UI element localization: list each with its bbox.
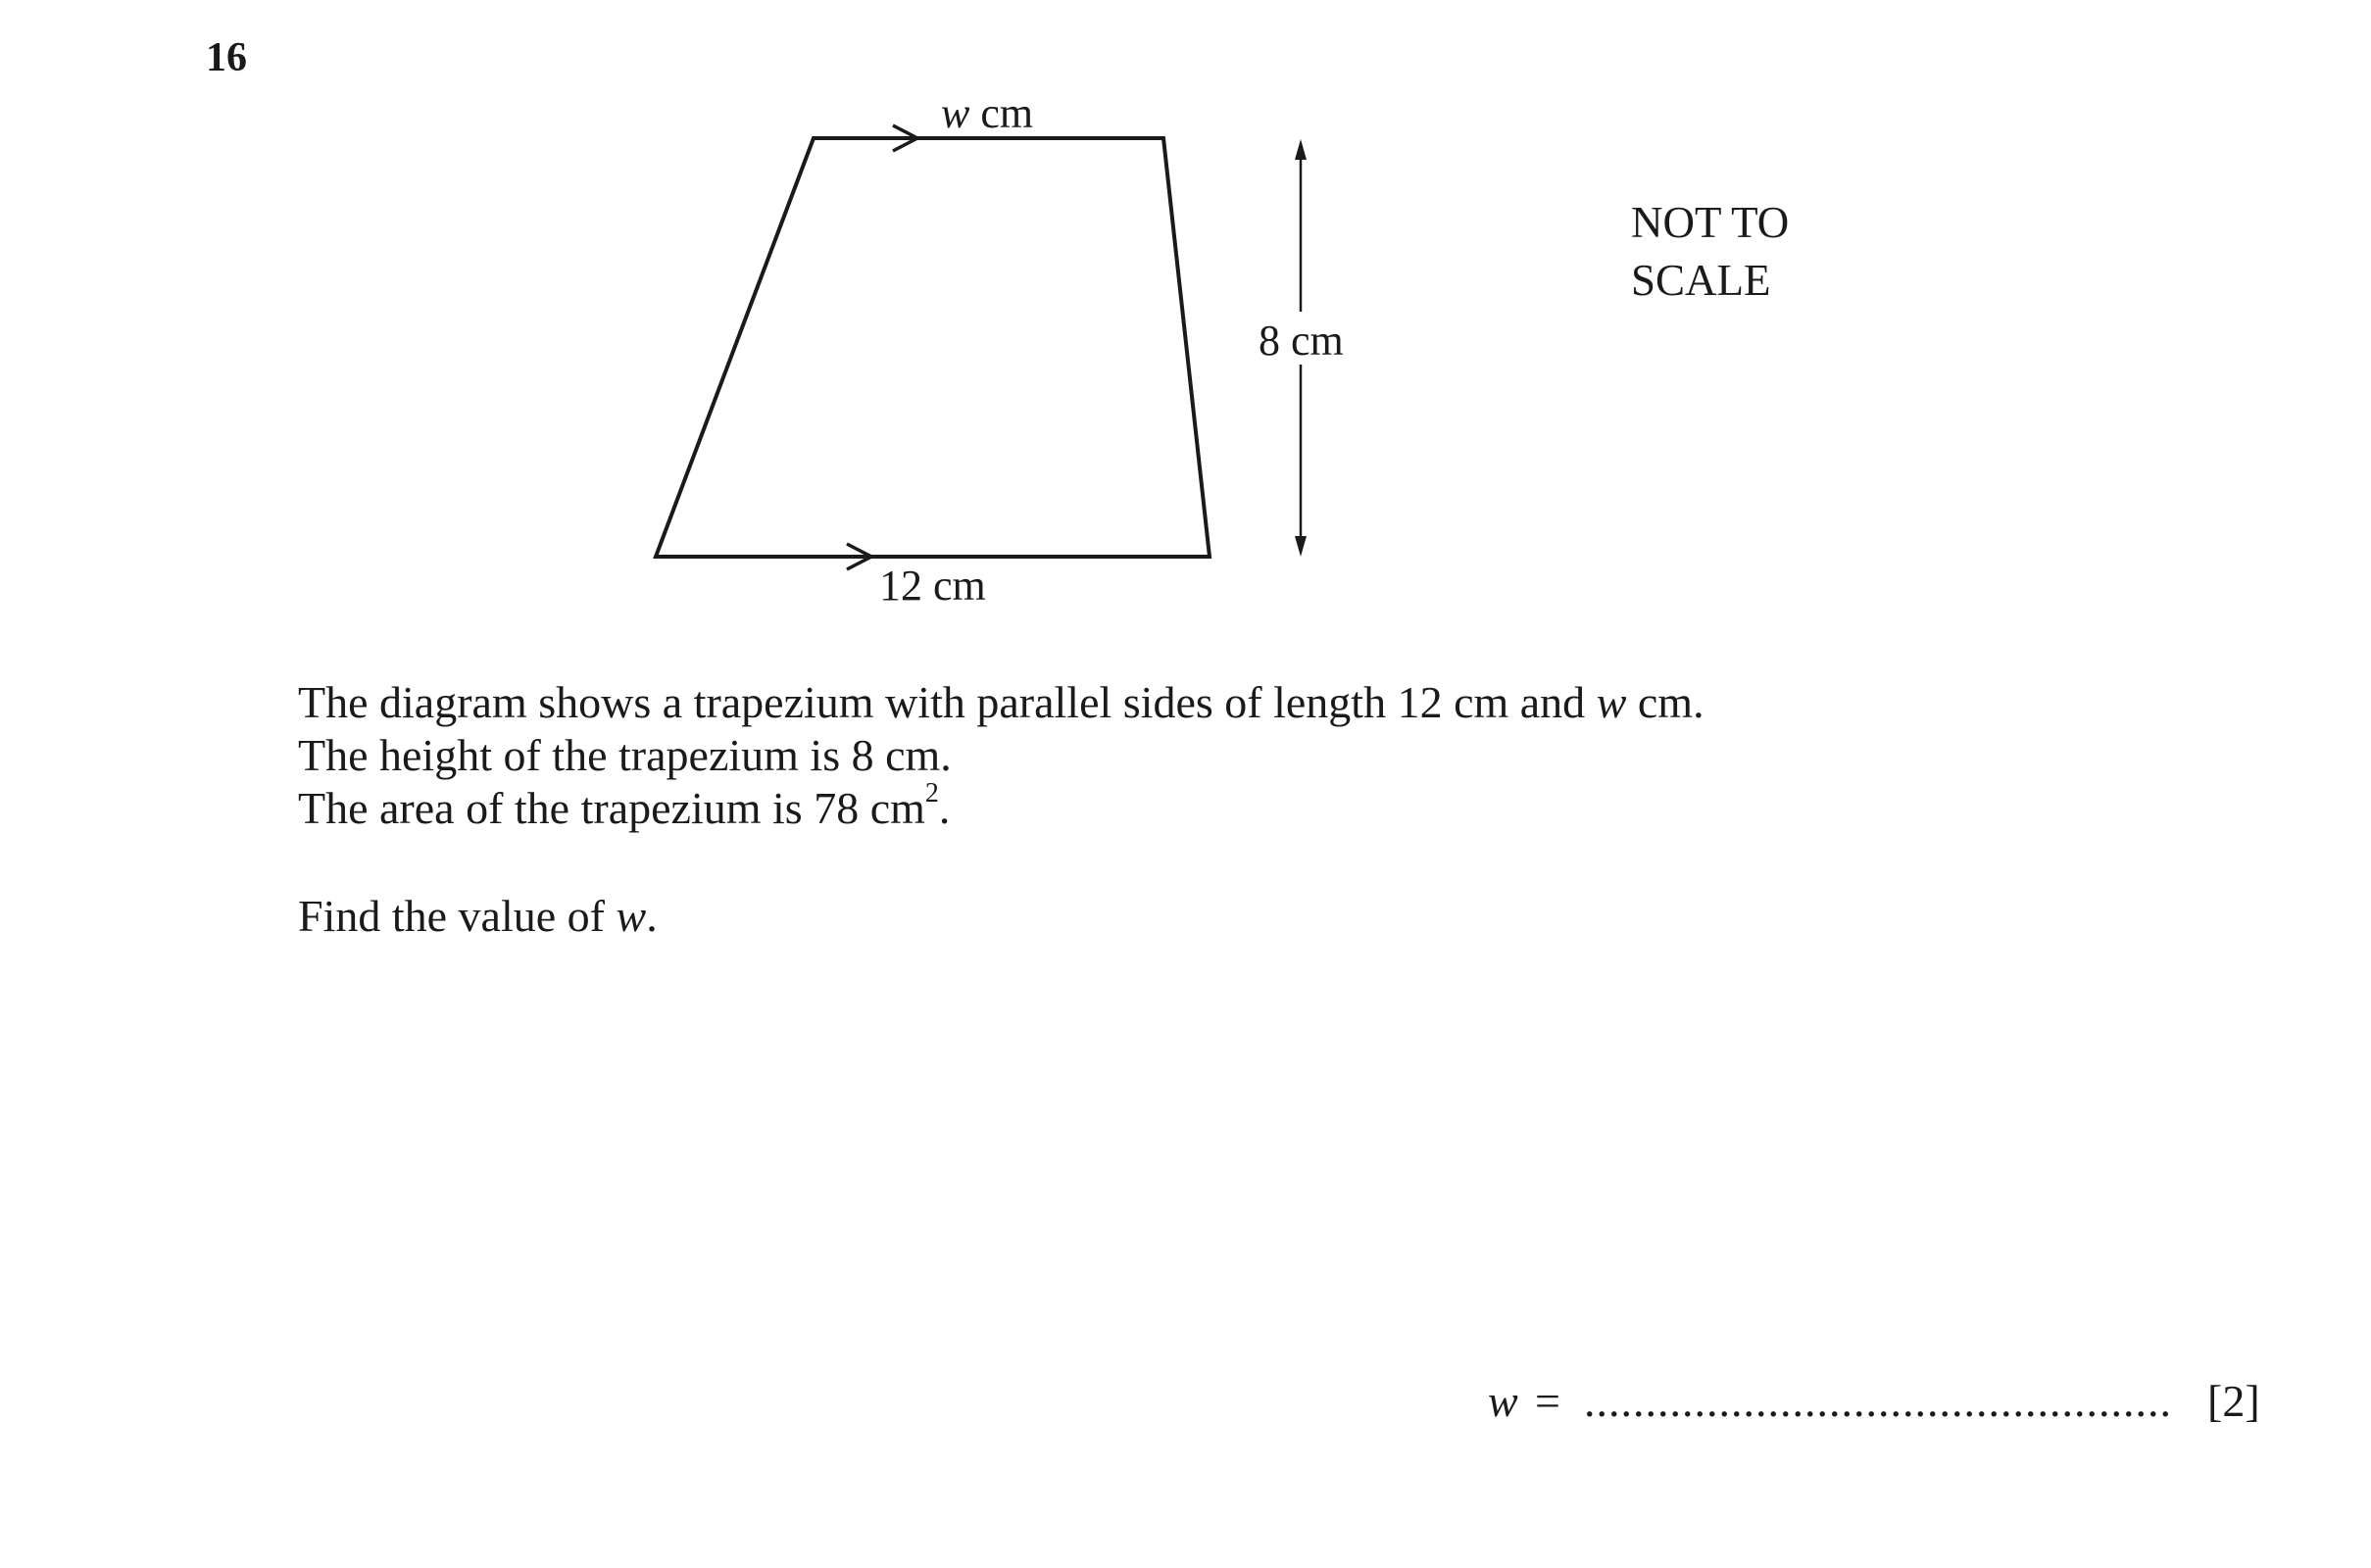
marks-label: [2] <box>2207 1376 2260 1426</box>
height-arrow-bottom-head <box>1295 536 1307 557</box>
trapezium-shape <box>656 138 1210 557</box>
answer-line <box>1488 1374 2260 1429</box>
question-text <box>298 676 1704 943</box>
answer-field[interactable]: ................................................ <box>1584 1376 2172 1426</box>
not-to-scale-line-2: SCALE <box>1631 255 1771 305</box>
not-to-scale-note <box>1631 194 1789 309</box>
question-number: 16 <box>206 35 247 80</box>
height-arrow-top-head <box>1295 139 1307 160</box>
question-line-2: The height of the trapezium is 8 cm. <box>298 730 952 780</box>
answer-variable: w <box>1488 1376 1518 1426</box>
question-line-1: The diagram shows a trapezium with parallel sides of length 12 cm and w cm. <box>298 677 1704 727</box>
question-instruction: Find the value of w. <box>298 891 658 941</box>
bottom-side-label: 12 cm <box>879 562 986 610</box>
trapezium-diagram <box>0 0 2371 627</box>
top-side-label: w cm <box>941 89 1034 137</box>
not-to-scale-line-1: NOT TO <box>1631 198 1790 247</box>
height-label: 8 cm <box>1259 317 1344 365</box>
question-line-3: The area of the trapezium is 78 $cm^2$. <box>298 778 951 833</box>
answer-equals: = <box>1535 1376 1560 1426</box>
